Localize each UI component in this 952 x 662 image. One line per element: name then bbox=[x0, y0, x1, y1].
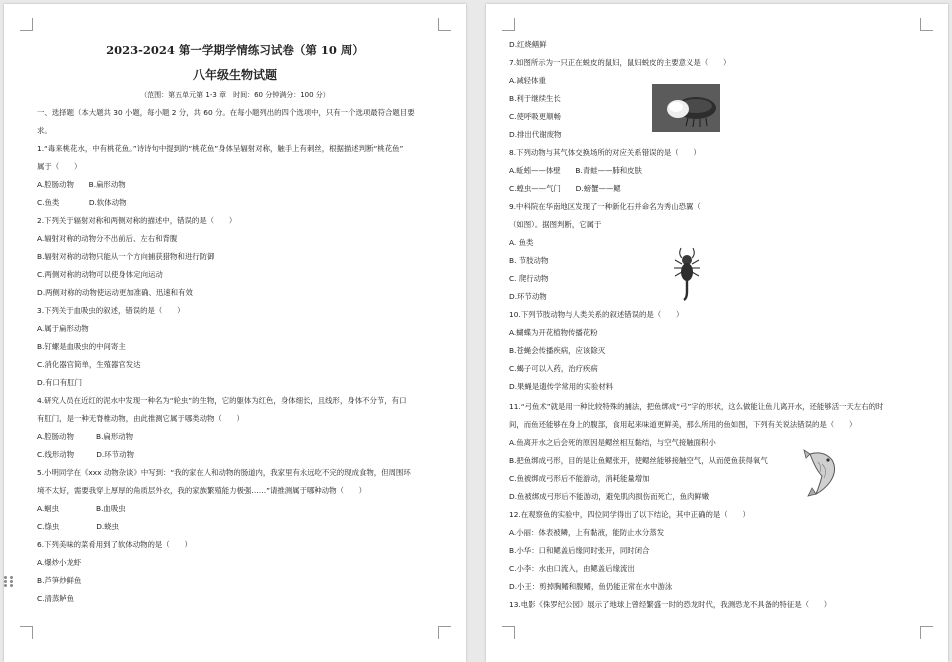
text-line: 境不太好，需要我穿上厚厚的角质层外衣，我的家族繁殖能力极强……”请推测属于哪种动物（ ） bbox=[37, 486, 367, 495]
text-line: B. 节肢动物 bbox=[509, 256, 549, 265]
exam-scope: （范围：第五单元第 1-3 章 时间：60 分钟满分：100 分） bbox=[140, 91, 330, 99]
text-line: 5.小明同学在《xxx 动物杂谈》中写到：“我的家在人和动物的肠道内，我家里有永远吃不完的现成食物，但周围环 bbox=[37, 468, 411, 477]
text-line: 1.“毒来桃花水，中有桃花鱼。”诗诗句中提到的“桃花鱼”身体呈辐射对称，触手上有刺丝，根据描述判断“桃花鱼” bbox=[37, 144, 404, 153]
text-line: 3.下列关于血吸虫的叙述，错误的是（ ） bbox=[37, 306, 185, 315]
text-line: A.减轻体重 bbox=[509, 76, 546, 85]
text-line: D.红烧鳝鲜 bbox=[509, 40, 547, 49]
drag-handle-icon[interactable] bbox=[4, 572, 14, 590]
bent-fish-figure bbox=[802, 448, 842, 498]
text-line: C.清蒸鲈鱼 bbox=[37, 594, 75, 603]
text-line: A. 鱼类 bbox=[509, 238, 534, 247]
text-line: 13.电影《侏罗纪公园》展示了地球上曾经繁盛一时的恐龙时代，我测恐龙不具备的特征是（ ） bbox=[509, 600, 832, 609]
text-line: C. 爬行动物 bbox=[509, 274, 549, 283]
text-line: 间，而鱼还能够在身上的腹部，食用起来味道更鲜美，那么所用的鱼如图，下列有关说法错误的是（ ） bbox=[509, 420, 857, 429]
text-line: B.小华：口和鳃盖后缘同时张开，同时闭合 bbox=[509, 546, 650, 555]
text-line: A.小丽：体表被鳞，上有黏液，能防止水分蒸发 bbox=[509, 528, 665, 537]
text-line: 12.在观察鱼的实验中，四位同学得出了以下结论，其中正确的是（ ） bbox=[509, 510, 750, 519]
text-line: D.环节动物 bbox=[509, 292, 547, 301]
text-line: （如图）。据图判断，它属于 bbox=[509, 220, 602, 229]
text-line: C.绦虫 D.蛲虫 bbox=[37, 522, 120, 531]
margin-mark-bottom-left bbox=[502, 626, 515, 639]
text-line: C.蝗虫——气门 D.螃蟹——鳃 bbox=[509, 184, 621, 193]
text-line: 有肛门，是一种无脊椎动物，由此推测它属于哪类动物（ ） bbox=[37, 414, 244, 423]
margin-mark-top-left bbox=[20, 18, 33, 31]
text-line: C.两侧对称的动物可以使身体定向运动 bbox=[37, 270, 163, 279]
text-line: 11.“弓鱼术”就是用一种比较特殊的捕法，把鱼绑成“弓”字的形状，这么做能让鱼儿离开水，还能够活一天左右的时 bbox=[509, 402, 884, 411]
text-line: A.腔肠动物 B.扁形动物 bbox=[37, 432, 133, 441]
text-line: A.蚯蚓——体壁 B.青蛙——肺和皮肤 bbox=[509, 166, 642, 175]
text-line: D.果蝇是遗传学常用的实验材料 bbox=[509, 382, 614, 391]
text-line: B.利于继续生长 bbox=[509, 94, 561, 103]
text-line: 4.研究人员在近红的泥水中发现一种名为“轮虫”的生物，它的躯体为红色，身体细长，且线形，身体不分节，有口 bbox=[37, 396, 407, 405]
text-line: C.鱼类 D.软体动物 bbox=[37, 198, 127, 207]
text-line: 7.如图所示为一只正在蜕皮的鼠妇，鼠妇蜕皮的主要意义是（ ） bbox=[509, 58, 731, 67]
text-line: A.腔肠动物 B.扁形动物 bbox=[37, 180, 126, 189]
margin-mark-top-right bbox=[920, 18, 933, 31]
text-line: D.排出代谢废物 bbox=[509, 130, 562, 139]
text-line: B.把鱼绑成弓形，目的是让鱼鳃张开，使鳃丝能够接触空气，从而使鱼获得氧气 bbox=[509, 456, 768, 465]
text-line: A.辐射对称的动物分不出前后、左右和背腹 bbox=[37, 234, 178, 243]
text-line: 一、选择题（本大题共 30 小题，每小题 2 分，共 60 分。在每小题列出的四个选项中，只有一个选项最符合题目要 bbox=[37, 108, 415, 117]
text-line: B.钉螺是血吸虫的中间寄主 bbox=[37, 342, 126, 351]
text-line: D.有口有肛门 bbox=[37, 378, 82, 387]
text-line: 属于（ ） bbox=[37, 162, 82, 171]
text-line: A.蝴蝶为开花植物传播花粉 bbox=[509, 328, 598, 337]
exam-title: 2023-2024 第一学期学情练习试卷（第 10 周） bbox=[106, 43, 364, 57]
text-line: B.芦笋炒鲜鱼 bbox=[37, 576, 82, 585]
text-line: 求。 bbox=[37, 126, 52, 135]
text-line: C.使呼吸更顺畅 bbox=[509, 112, 561, 121]
text-line: C.小李：水由口流入，由鳃盖后缘流出 bbox=[509, 564, 635, 573]
text-line: D.小王：剪掉胸鳍和腹鳍，鱼仍能正常在水中游泳 bbox=[509, 582, 673, 591]
margin-mark-top-right bbox=[438, 18, 451, 31]
text-line: B.辐射对称的动物只能从一个方向捕获猎物和进行防御 bbox=[37, 252, 215, 261]
text-line: C.鱼被绑成弓形后不能游动，消耗能量增加 bbox=[509, 474, 650, 483]
text-line: A.蛔虫 B.血吸虫 bbox=[37, 504, 126, 513]
text-line: A.属于扁形动物 bbox=[37, 324, 89, 333]
text-line: 6.下列美味的菜肴用到了软体动物的是（ ） bbox=[37, 540, 192, 549]
woodlouse-photo bbox=[652, 84, 720, 132]
text-line: C.消化器官简单，生殖器官发达 bbox=[37, 360, 141, 369]
margin-mark-bottom-right bbox=[920, 626, 933, 639]
text-line: 8.下列动物与其气体交换场所的对应关系错误的是（ ） bbox=[509, 148, 701, 157]
text-line: 2.下列关于辐射对称和两侧对称的描述中，错误的是（ ） bbox=[37, 216, 237, 225]
margin-mark-bottom-left bbox=[20, 626, 33, 639]
text-line: D.鱼被绑成弓形后不能游动，避免肌肉损伤而死亡，鱼肉鲜嫩 bbox=[509, 492, 710, 501]
text-line: C.线形动物 D.环节动物 bbox=[37, 450, 134, 459]
text-line: C.蝎子可以入药，治疗疾病 bbox=[509, 364, 598, 373]
text-line: 9.中科院在华南地区发现了一种新化石并命名为秀山恐翼（ bbox=[509, 202, 701, 211]
document-page-right bbox=[486, 4, 948, 662]
text-line: 10.下列节肢动物与人类关系的叙述错误的是（ ） bbox=[509, 310, 684, 319]
text-line: D.两侧对称的动物使运动更加准确、迅速和有效 bbox=[37, 288, 193, 297]
margin-mark-top-left bbox=[502, 18, 515, 31]
document-page-left bbox=[4, 4, 466, 662]
fossil-arthropod-figure bbox=[672, 244, 702, 302]
exam-subtitle: 八年级生物试题 bbox=[192, 68, 277, 82]
text-line: A.鱼离开水之后会死的原因是鳃丝相互黏结，与空气接触面积小 bbox=[509, 438, 716, 447]
text-line: A.爆炒小龙虾 bbox=[37, 558, 82, 567]
text-line: B.苍蝇会传播疾病，应该除灭 bbox=[509, 346, 606, 355]
margin-mark-bottom-right bbox=[438, 626, 451, 639]
